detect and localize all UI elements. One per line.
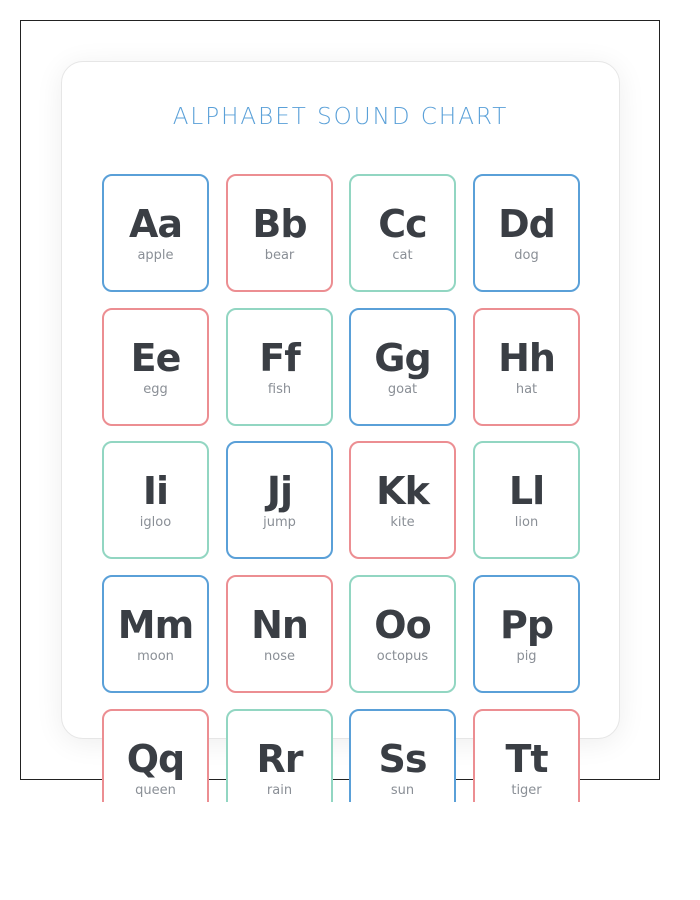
tile-word: tiger bbox=[511, 783, 542, 798]
letter-tile-t bbox=[473, 709, 580, 802]
tile-word: rain bbox=[266, 783, 293, 798]
letter-tile-g bbox=[349, 308, 456, 426]
tile-letters: Hh bbox=[498, 336, 555, 380]
letter-tile-i bbox=[102, 441, 209, 559]
tile-letters: Rr bbox=[256, 737, 303, 781]
letter-tile-q bbox=[102, 709, 209, 802]
tile-letters: Gg bbox=[374, 336, 431, 380]
tile-word: lion bbox=[514, 515, 539, 530]
tile-letters: Ss bbox=[378, 737, 427, 781]
tile-word: dog bbox=[514, 248, 539, 263]
tile-word: goat bbox=[387, 382, 418, 397]
letter-tile-m bbox=[102, 575, 209, 693]
tile-letters: Aa bbox=[128, 202, 183, 246]
letter-tile-r bbox=[226, 709, 333, 802]
tile-word: bear bbox=[264, 248, 295, 263]
tile-word: kite bbox=[390, 515, 415, 530]
tile-word: cat bbox=[392, 248, 413, 263]
letter-tile-n bbox=[226, 575, 333, 693]
tile-letters: Qq bbox=[126, 737, 185, 781]
tile-word: nose bbox=[264, 649, 295, 664]
tile-word: hat bbox=[515, 382, 538, 397]
tile-letters: Ff bbox=[259, 336, 300, 380]
tile-letters: Oo bbox=[374, 603, 431, 647]
tile-letters: Dd bbox=[498, 202, 555, 246]
letter-tile-c bbox=[349, 174, 456, 292]
letter-tile-j bbox=[226, 441, 333, 559]
letter-tile-p bbox=[473, 575, 580, 693]
tile-word: jump bbox=[263, 515, 296, 530]
tile-word: apple bbox=[137, 248, 174, 263]
tile-letters: Ii bbox=[142, 469, 169, 513]
tile-letters: Kk bbox=[376, 469, 429, 513]
tile-letters: Ll bbox=[508, 469, 545, 513]
tile-word: queen bbox=[135, 783, 176, 798]
letter-tile-o bbox=[349, 575, 456, 693]
tile-word: moon bbox=[137, 649, 174, 664]
tile-letters: Tt bbox=[505, 737, 548, 781]
tile-letters: Jj bbox=[266, 469, 293, 513]
letter-tile-e bbox=[102, 308, 209, 426]
tile-word: fish bbox=[267, 382, 292, 397]
tile-letters: Cc bbox=[378, 202, 427, 246]
letter-tile-l bbox=[473, 441, 580, 559]
tile-word: sun bbox=[390, 783, 415, 798]
tile-word: pig bbox=[516, 649, 537, 664]
letter-tile-d bbox=[473, 174, 580, 292]
chart-title: ALPHABET SOUND CHART bbox=[172, 104, 509, 130]
letter-tile-s bbox=[349, 709, 456, 802]
tile-word: egg bbox=[143, 382, 168, 397]
tile-letters: Nn bbox=[251, 603, 308, 647]
tile-letters: Bb bbox=[252, 202, 307, 246]
tile-word: octopus bbox=[376, 649, 429, 664]
letter-grid bbox=[102, 174, 580, 802]
letter-tile-a bbox=[102, 174, 209, 292]
tile-letters: Ee bbox=[130, 336, 181, 380]
tile-letters: Mm bbox=[117, 603, 194, 647]
tile-word: igloo bbox=[139, 515, 172, 530]
letter-tile-k bbox=[349, 441, 456, 559]
letter-tile-h bbox=[473, 308, 580, 426]
tile-letters: Pp bbox=[499, 603, 554, 647]
letter-tile-b bbox=[226, 174, 333, 292]
letter-tile-f bbox=[226, 308, 333, 426]
